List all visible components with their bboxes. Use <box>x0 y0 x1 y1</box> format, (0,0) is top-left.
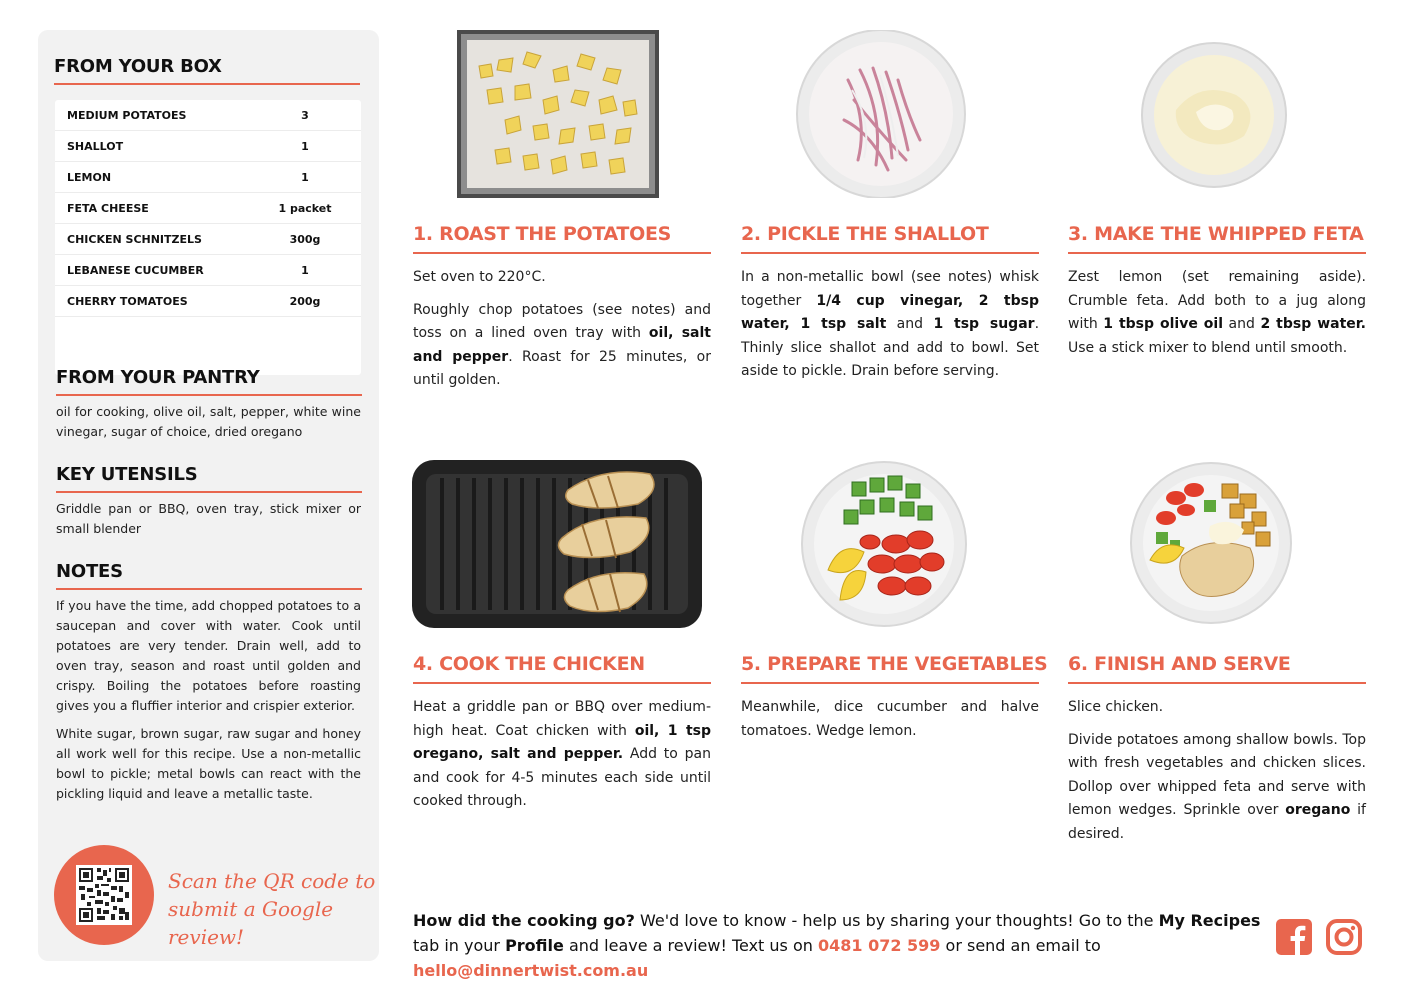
step-2-title: 2. PICKLE THE SHALLOT <box>741 223 1039 254</box>
qr-line: submit a Google review! <box>168 897 334 949</box>
my-recipes-label: My Recipes <box>1158 911 1261 930</box>
step-6-body <box>1068 696 1366 846</box>
step-text: Set oven to 220°C. <box>413 269 546 285</box>
ingredient-name: CHERRY TOMATOES <box>67 294 188 308</box>
step-4-body <box>413 696 711 814</box>
notes-text <box>56 596 361 804</box>
step-2-body <box>741 266 1039 384</box>
from-your-box-heading: FROM YOUR BOX <box>54 56 360 85</box>
finished-dish-image <box>1130 460 1292 626</box>
step-text: Divide potatoes among shallow bowls. Top with fresh vegetables and chicken slices. Dollop over whipped feta and serve with lemon wedges. Sprinkle over oregano if desired. <box>1068 731 1366 842</box>
facebook-icon[interactable] <box>1275 918 1313 956</box>
notes-paragraph: If you have the time, add chopped potatoes to a saucepan and cover with water. Cook until potatoes are very tender. Drain well, add to oven tray, season and roast until golden and crispy. Boiling the potatoes before roasting gives you a fluffier interior and crispier exterior. <box>56 598 361 713</box>
table-row <box>55 193 361 224</box>
utensils-text: Griddle pan or BBQ, oven tray, stick mixer or small blender <box>56 501 361 536</box>
ingredient-name: LEBANESE CUCUMBER <box>67 263 204 277</box>
step-text: In a non-metallic bowl (see notes) whisk together 1/4 cup vinegar, 2 tbsp water, 1 tsp salt and 1 tsp sugar. Thinly slice shallot and add to bowl. Set aside to pickle. Drain before serving. <box>741 269 1040 379</box>
ingredient-qty: 1 <box>301 170 309 184</box>
table-row <box>55 131 361 162</box>
feedback-question: How did the cooking go? <box>413 911 635 930</box>
whipped-feta-image <box>1140 40 1288 190</box>
ingredient-qty: 3 <box>301 108 309 122</box>
step-3-body <box>1068 266 1366 360</box>
vegetables-bowl-image <box>800 460 968 628</box>
ingredient-qty: 200g <box>289 294 321 308</box>
step-1-body <box>413 266 711 393</box>
step-text: Meanwhile, dice cucumber and halve tomatoes. Wedge lemon. <box>741 699 1039 739</box>
step-4-title: 4. COOK THE CHICKEN <box>413 653 711 684</box>
ingredient-qty: 1 <box>301 139 309 153</box>
ingredient-qty: 1 packet <box>278 201 332 215</box>
ingredient-qty: 1 <box>301 263 309 277</box>
pantry-text: oil for cooking, olive oil, salt, pepper, white wine vinegar, sugar of choice, dried oregano <box>56 404 361 439</box>
step-text: Heat a griddle pan or BBQ over medium-high heat. Coat chicken with oil, 1 tsp oregano, salt and pepper. Add to pan and cook for 4-5 minutes each side until cooked through. <box>413 699 711 809</box>
table-row <box>55 100 361 131</box>
ingredient-name: SHALLOT <box>67 139 124 153</box>
table-row <box>55 286 361 317</box>
ingredient-name: CHICKEN SCHNITZELS <box>67 232 202 246</box>
step-6-title: 6. FINISH AND SERVE <box>1068 653 1366 684</box>
qr-badge[interactable] <box>54 845 154 945</box>
ingredients-sidebar <box>38 30 379 961</box>
pickled-shallot-image <box>788 30 974 198</box>
qr-code-icon[interactable] <box>76 865 132 925</box>
step-5-body <box>741 696 1039 743</box>
notes-heading: NOTES <box>56 561 362 590</box>
ingredient-name: FETA CHEESE <box>67 201 149 215</box>
notes-paragraph: White sugar, brown sugar, raw sugar and honey all work well for this recipe. Use a non-metallic bowl to pickle; metal bowls can react with the pickling liquid and leave a metallic taste. <box>56 726 361 801</box>
table-row <box>55 255 361 286</box>
ingredient-name: LEMON <box>67 170 112 184</box>
qr-review-prompt <box>168 867 379 951</box>
step-1-title: 1. ROAST THE POTATOES <box>413 223 711 254</box>
roasted-potatoes-image <box>457 30 659 198</box>
step-3-title: 3. MAKE THE WHIPPED FETA <box>1068 223 1366 254</box>
table-row <box>55 162 361 193</box>
qr-line: Scan the QR code to <box>168 869 376 893</box>
step-text: Zest lemon (set remaining aside). Crumble feta. Add both to a jug along with 1 tbsp olive oil and 2 tbsp water. Use a stick mixer to blend until smooth. <box>1068 269 1366 356</box>
feedback-footer: How did the cooking go? We'd love to know - help us by sharing your thoughts! Go to the My Recipes tab in your Profile and leave a review! Text us on 0481 072 599 or send an email to hello@dinnertwist.com.au <box>413 911 1261 980</box>
griddle-chicken-image <box>412 460 702 628</box>
table-row <box>55 224 361 255</box>
ingredient-qty: 300g <box>289 232 321 246</box>
ingredients-table <box>55 100 361 375</box>
step-5-title: 5. PREPARE THE VEGETABLES <box>741 653 1039 684</box>
profile-label: Profile <box>505 936 564 955</box>
step-text: Slice chicken. <box>1068 699 1164 715</box>
ingredient-name: MEDIUM POTATOES <box>67 108 187 122</box>
key-utensils-heading: KEY UTENSILS <box>56 464 362 493</box>
from-your-pantry-heading: FROM YOUR PANTRY <box>56 367 362 396</box>
instagram-icon[interactable] <box>1325 918 1363 956</box>
email-link[interactable]: hello@dinnertwist.com.au <box>413 961 649 980</box>
phone-link[interactable]: 0481 072 599 <box>817 936 941 955</box>
step-text: Roughly chop potatoes (see notes) and toss on a lined oven tray with oil, salt and pepper. Roast for 25 minutes, or until golden. <box>413 301 711 388</box>
